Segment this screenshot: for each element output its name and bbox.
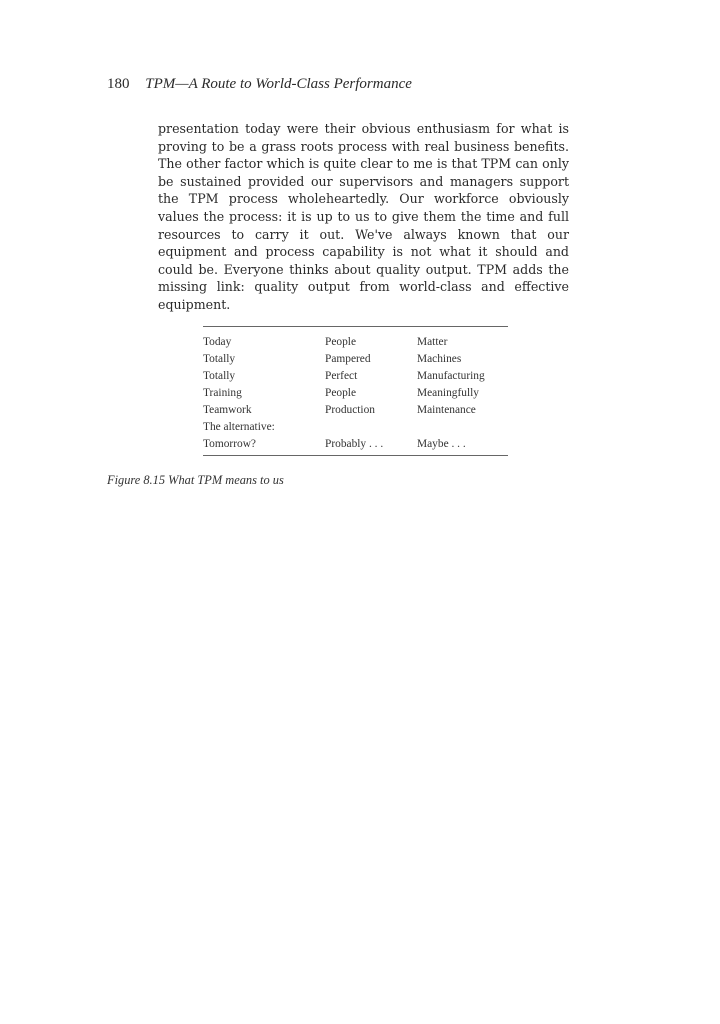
book-title: TPM—A Route to World-Class Performance — [145, 76, 412, 92]
table-row — [203, 436, 508, 453]
table-cell: Machines — [417, 353, 462, 365]
table-row — [203, 351, 508, 368]
figure-table — [203, 326, 508, 456]
table-cell: Maintenance — [417, 404, 476, 416]
body-paragraph: presentation today were their obvious enthusiasm for what is proving to be a grass roots process with real business benefits. The other factor which is quite clear to me is that TPM can only be sustained provided our supervisors and managers support the TPM process wholeheartedly. Our workforce obviously values the process: it is up to us to give them the time and full resources to carry it out. We've always known that our equipment and process capability is not what it should and could be. Everyone thinks about quality output. TPM adds the missing link: quality output from world-class and effective equipment. — [158, 121, 569, 312]
table-cell — [417, 419, 508, 436]
table-row — [203, 368, 508, 385]
table-cell — [325, 419, 417, 436]
table-cell: Production — [325, 404, 375, 416]
table-cell: Totally — [203, 370, 236, 382]
table-cell: Teamwork — [203, 404, 252, 416]
table-cell: Totally — [203, 353, 236, 365]
table-cell: Today — [203, 336, 232, 348]
table-row — [203, 419, 508, 436]
table-cell: People — [325, 336, 357, 348]
table-cell: Pampered — [325, 353, 371, 365]
table-cell: Matter — [417, 336, 448, 348]
table-row — [203, 385, 508, 402]
page-number: 180 — [107, 76, 130, 92]
table-row — [203, 402, 508, 419]
table-cell: Tomorrow? — [203, 438, 256, 450]
figure-caption: Figure 8.15 What TPM means to us — [107, 473, 284, 487]
running-head — [107, 76, 412, 93]
table-cell: The alternative: — [203, 421, 275, 433]
table-cell: Training — [203, 387, 242, 399]
table-cell: Maybe . . . — [417, 438, 466, 450]
table-cell: Manufacturing — [417, 370, 485, 382]
table-cell: Probably . . . — [325, 438, 384, 450]
table-cell: Meaningfully — [417, 387, 480, 399]
table-cell: People — [325, 387, 357, 399]
table-row — [203, 334, 508, 351]
table-cell: Perfect — [325, 370, 358, 382]
